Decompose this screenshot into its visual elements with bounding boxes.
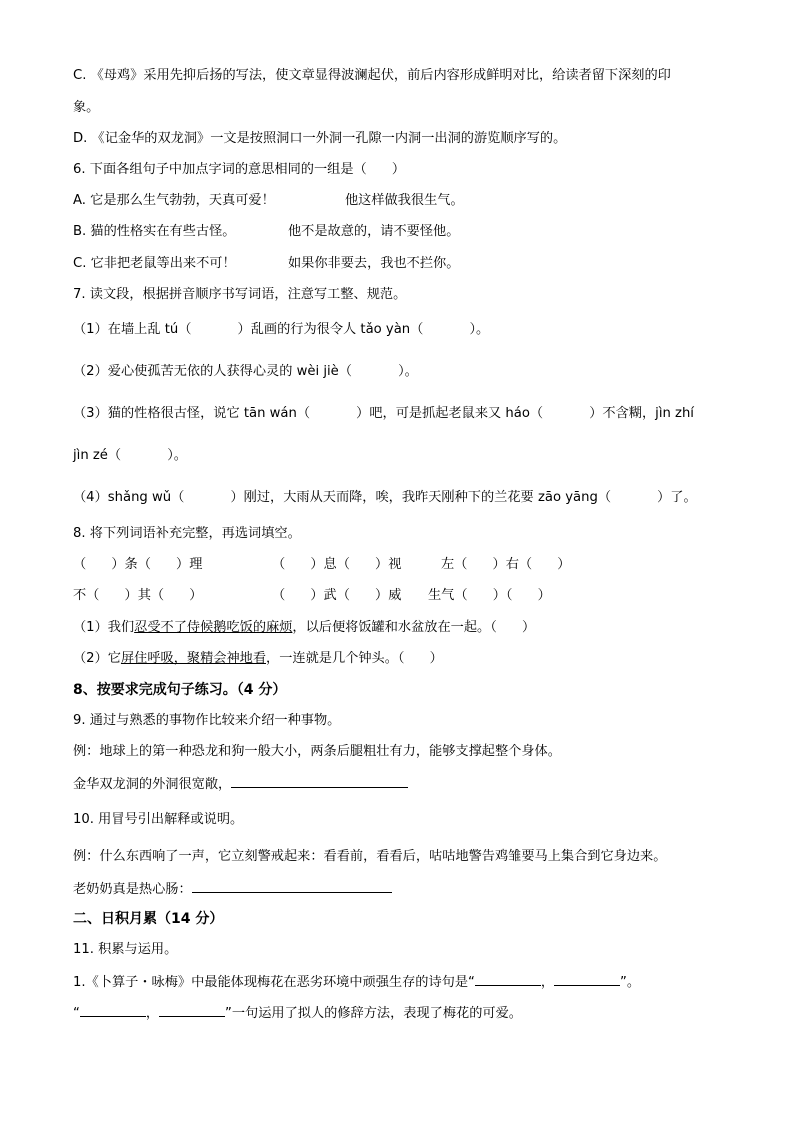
q11-blank-3[interactable] [80, 1002, 146, 1017]
q8-idiom-1: （ ）条（ ）理 [73, 557, 203, 572]
q9-answer-blank[interactable] [231, 773, 408, 788]
q11-stem: 11. 积累与运用。 [73, 942, 178, 957]
q5-option-c-line2: 象。 [73, 100, 100, 115]
q10-stem: 10. 用冒号引出解释或说明。 [73, 812, 244, 827]
q6-option-b: B. 猫的性格实在有些古怪。 他不是故意的，请不要怪他。 [73, 224, 460, 239]
q7-sub-4: （4）shǎng wǔ（ ）刚过，大雨从天而降，唉，我昨天刚种下的兰花要 zāo yāng（ ）了。 [73, 490, 697, 505]
q10-example: 例：什么东西响了一声，它立刻警戒起来：看看前，看看后，咕咕地警告鸡雏要马上集合到它身边来。 [73, 849, 667, 864]
q11-item-2: “ ， ”一句运用了拟人的修辞方法，表现了梅花的可爱。 [73, 1002, 522, 1024]
q8-idiom-3: 左（ ）右（ ） [441, 557, 571, 572]
q8-idiom-2: （ ）息（ ）视 [272, 557, 402, 572]
q11-blank-2[interactable] [554, 971, 620, 986]
q11-item-1: 1.《卜算子・咏梅》中最能体现梅花在恶劣环境中顽强生存的诗句是“ ， ”。 [73, 971, 640, 993]
q7-stem: 7. 读文段，根据拼音顺序书写词语，注意写工整、规范。 [73, 287, 407, 302]
q7-sub-2: （2）爱心使孤苦无依的人获得心灵的 wèi jiè（ ）。 [73, 364, 418, 379]
q6-option-c: C. 它非把老鼠等出来不可！ 如果你非要去，我也不拦你。 [73, 256, 460, 271]
q7-sub-3-line2: jìn zé（ ）。 [73, 448, 187, 463]
q7-sub-1: （1）在墙上乱 tú（ ）乱画的行为很令人 tǎo yàn（ ）。 [73, 322, 490, 337]
section-heading-sentence: 8、按要求完成句子练习。（4 分） [73, 682, 287, 698]
section-heading-accumulation: 二、日积月累（14 分） [73, 911, 224, 927]
q8-fill-2: （2）它屏住呼吸，聚精会神地看，一连就是几个钟头。（ ） [73, 651, 443, 666]
q6-stem: 6. 下面各组句子中加点字词的意思相同的一组是（ ） [73, 162, 406, 177]
q9-prompt: 金华双龙洞的外洞很宽敞， [73, 773, 408, 795]
q9-example: 例：地球上的第一种恐龙和狗一般大小，两条后腿粗壮有力，能够支撑起整个身体。 [73, 744, 561, 759]
q8-fill-1: （1）我们忍受不了侍候鹅吃饭的麻烦，以后便将饭罐和水盆放在一起。（ ） [73, 620, 536, 635]
q8-idiom-6: 生气（ ）（ ） [428, 588, 551, 603]
q5-option-d: D. 《记金华的双龙洞》一文是按照洞口一外洞一孔隙一内洞一出洞的游览顺序写的。 [73, 131, 567, 146]
q8-idiom-5: （ ）武（ ）威 [272, 588, 402, 603]
q6-option-a: A. 它是那么生气勃勃，天真可爱！ 他这样做我很生气。 [73, 193, 464, 208]
q8-stem: 8. 将下列词语补充完整，再选词填空。 [73, 526, 301, 541]
q5-option-c-line1: C. 《母鸡》采用先抑后扬的写法，使文章显得波澜起伏，前后内容形成鲜明对比，给读者留下深刻的印 [73, 68, 671, 83]
q10-prompt: 老奶奶真是热心肠： [73, 878, 392, 900]
q10-answer-blank[interactable] [192, 878, 392, 893]
q7-sub-3-line1: （3）猫的性格很古怪，说它 tān wán（ ）吧，可是抓起老鼠来又 háo（ ）不含糊，jìn zhí [73, 406, 694, 421]
q11-blank-4[interactable] [159, 1002, 225, 1017]
q8-idiom-4: 不（ ）其（ ） [73, 588, 203, 603]
q9-stem: 9. 通过与熟悉的事物作比较来介绍一种事物。 [73, 713, 341, 728]
q11-blank-1[interactable] [475, 971, 541, 986]
